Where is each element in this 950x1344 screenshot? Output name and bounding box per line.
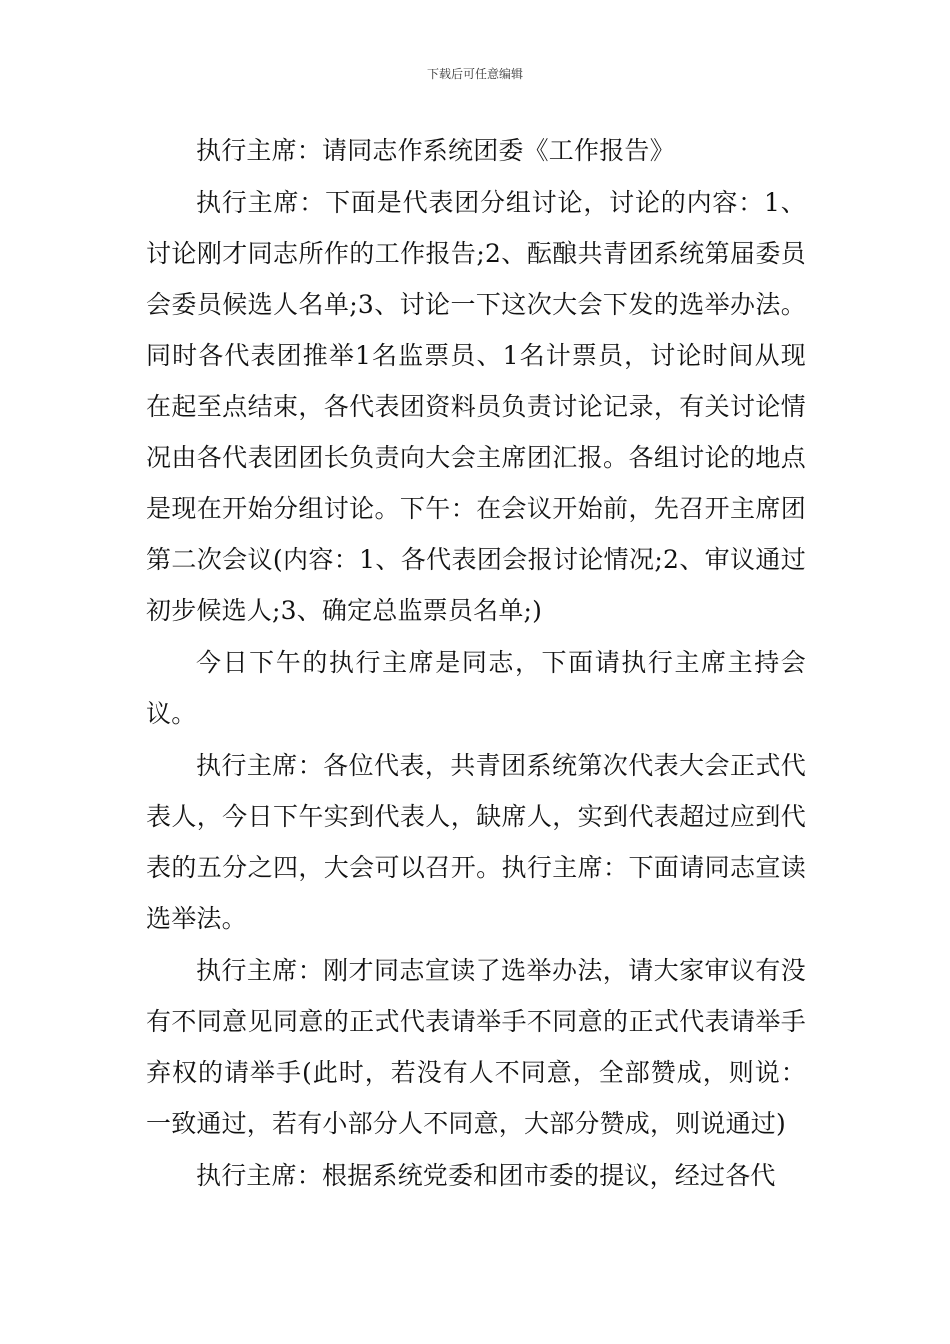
paragraph-election-review: 执行主席：刚才同志宣读了选举办法，请大家审议有没有不同意见同意的正式代表请举手不同意的正式代表请举手弃权的请举手(此时，若没有人不同意，全部赞成，则说：一致通过，若有小部分人不同意，大部分赞成，则说通过) <box>146 956 806 1138</box>
paragraph-attendance: 执行主席：各位代表，共青团系统第次代表大会正式代表人，今日下午实到代表人，缺席人，实到代表超过应到代表的五分之四，大会可以召开。执行主席：下面请同志宣读选举法。 <box>146 751 806 933</box>
paragraph-afternoon-chair: 今日下午的执行主席是同志，下面请执行主席主持会议。 <box>146 648 806 728</box>
paragraph-group-discussion: 执行主席：下面是代表团分组讨论，讨论的内容：1、讨论刚才同志所作的工作报告;2、酝酿共青团系统第届委员会委员候选人名单;3、讨论一下这次大会下发的选举办法。同时各代表团推举1名监票员、1名计票员，讨论时间从现在起至点结束，各代表团资料员负责讨论记录，有关讨论情况由各代表团团长负责向大会主席团汇报。各组讨论的地点是现在开始分组讨论。下午：在会议开始前，先召开主席团第二次会议(内容：1、各代表团会报讨论情况;2、审议通过初步候选人;3、确定总监票员名单;) <box>146 188 806 625</box>
page-header-note: 下载后可任意编辑 <box>426 67 523 81</box>
paragraph-work-report: 执行主席：请同志作系统团委《工作报告》 <box>196 136 675 165</box>
document-body <box>146 125 806 1202</box>
paragraph-nomination: 执行主席：根据系统党委和团市委的提议，经过各代 <box>196 1161 776 1190</box>
